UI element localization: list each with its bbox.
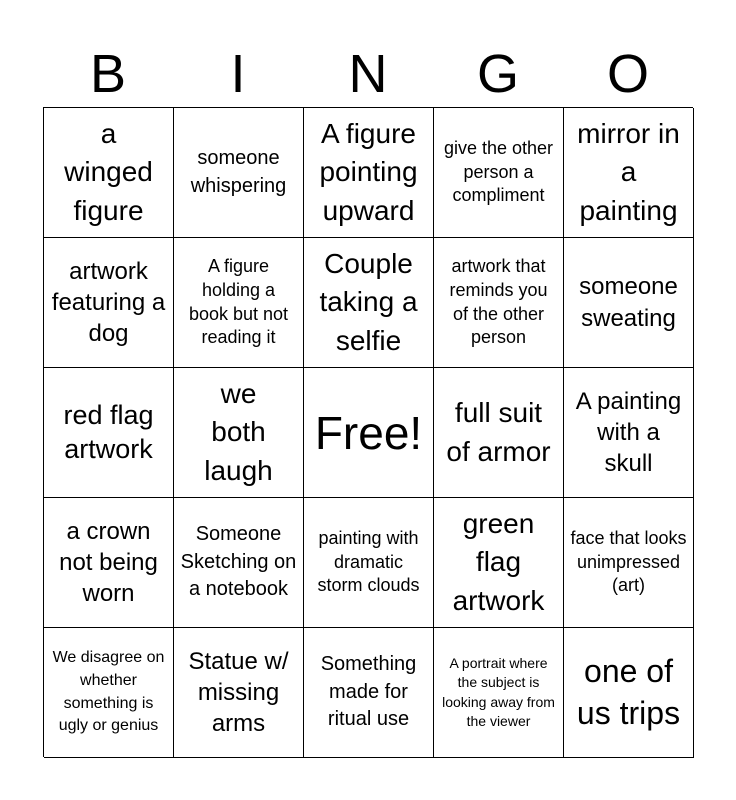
bingo-header: [43, 40, 693, 108]
cell-text: full suit of armor: [446, 396, 551, 467]
cell-text: red flag artwork: [63, 399, 154, 464]
header-letter-g: G: [476, 44, 519, 104]
bingo-cell[interactable]: [174, 108, 304, 238]
bingo-cell[interactable]: [564, 238, 694, 368]
bingo-cell[interactable]: [174, 368, 304, 498]
cell-text: Couple taking a selfie: [319, 247, 418, 356]
bingo-cell[interactable]: [304, 628, 434, 758]
bingo-cell[interactable]: [174, 628, 304, 758]
bingo-cell[interactable]: [564, 628, 694, 758]
cell-text: green flag artwork: [452, 507, 545, 616]
bingo-cell[interactable]: [564, 108, 694, 238]
cell-text: We disagree on whether something is ugly or genius: [52, 649, 165, 735]
bingo-cell[interactable]: [434, 238, 564, 368]
cell-text: A portrait where the subject is looking away from the viewer: [442, 655, 555, 729]
bingo-cell[interactable]: [434, 108, 564, 238]
cell-text: mirror in a painting: [577, 117, 680, 226]
header-letter-b: B: [89, 44, 127, 104]
bingo-cell[interactable]: [44, 238, 174, 368]
cell-text: we both laugh: [204, 377, 273, 486]
cell-text: artwork featuring a dog: [51, 257, 166, 348]
bingo-cell[interactable]: [564, 498, 694, 628]
bingo-cell[interactable]: [564, 368, 694, 498]
header-letter-n: N: [348, 44, 388, 104]
cell-text: a crown not being worn: [59, 517, 158, 608]
cell-text: A figure holding a book but not reading it: [188, 256, 289, 348]
free-space-text: Free!: [314, 406, 423, 459]
cell-text: a winged figure: [64, 117, 153, 226]
bingo-cell[interactable]: [304, 498, 434, 628]
cell-text: one of us trips: [576, 652, 681, 731]
bingo-cell[interactable]: [434, 498, 564, 628]
cell-text: Statue w/ missing arms: [188, 647, 289, 738]
cell-text: painting with dramatic storm clouds: [317, 527, 420, 596]
bingo-cell[interactable]: [44, 108, 174, 238]
header-letter-i: I: [230, 44, 246, 104]
bingo-cell[interactable]: [304, 108, 434, 238]
bingo-cell[interactable]: [44, 498, 174, 628]
bingo-board: [43, 107, 693, 757]
cell-text: give the other person a compliment: [443, 137, 554, 206]
cell-text: Something made for ritual use: [320, 653, 417, 731]
free-space[interactable]: [304, 368, 434, 498]
bingo-cell[interactable]: [174, 498, 304, 628]
cell-text: someone whispering: [190, 146, 287, 197]
header-letter-o: O: [606, 44, 649, 104]
cell-text: A figure pointing upward: [319, 117, 418, 226]
cell-text: Someone Sketching on a notebook: [180, 523, 297, 601]
cell-text: someone sweating: [579, 273, 678, 332]
cell-text: face that looks unimpressed (art): [570, 527, 687, 596]
bingo-cell[interactable]: [434, 628, 564, 758]
cell-text: artwork that reminds you of the other person: [449, 256, 548, 348]
bingo-cell[interactable]: [44, 368, 174, 498]
bingo-cell[interactable]: [174, 238, 304, 368]
bingo-cell[interactable]: [434, 368, 564, 498]
bingo-cell[interactable]: [44, 628, 174, 758]
cell-text: A painting with a skull: [575, 387, 682, 478]
bingo-cell[interactable]: [304, 238, 434, 368]
